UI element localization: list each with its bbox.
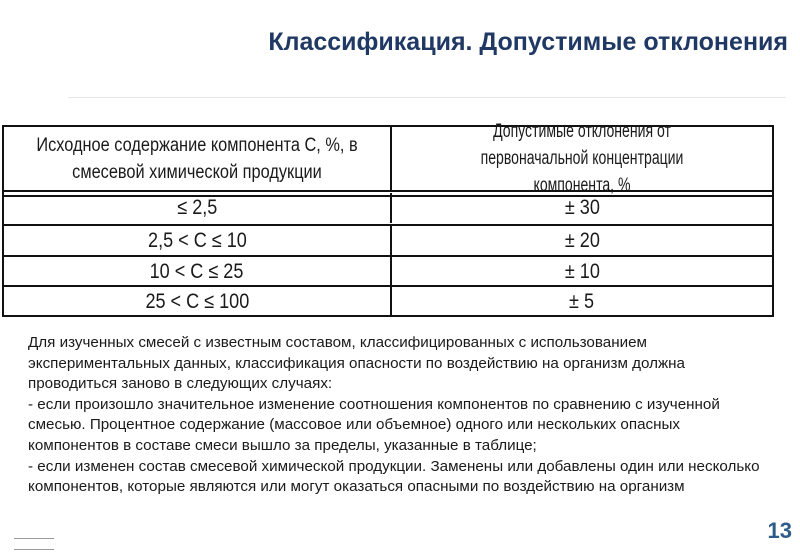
header-deviation-label: Допустимые отклонения от первоначальной концентрации компонента, % [480,121,684,196]
deviation-cell [392,287,772,317]
content-cell [4,226,392,256]
header-content-label: Исходное содержание компонента С, %, в смесевой химической продукции [36,134,358,183]
deviation-value: ± 30 [564,196,600,219]
notes-item-1: - если произошло значительное изменение соотношения компонентов по сравнению с изученной смесью. Процентное содержание (массовое или объемное) одного или нескольких опасных компонентов в составе смеси вышло за пределы, указанные в таблице; [28,395,720,454]
deviation-value: ± 20 [564,229,600,252]
content-value: ≤ 2,5 [176,196,218,219]
content-value: 25 < C ≤ 100 [145,290,249,313]
notes-text [28,333,768,498]
table-row [4,193,772,223]
page-number: 13 [767,518,792,543]
table-header-row [4,121,772,196]
content-cell [4,287,392,317]
content-value: 2,5 < C ≤ 10 [147,229,247,252]
footer-logo-mark [14,538,54,550]
deviation-cell [392,193,772,223]
slide-title: Классификация. Допустимые отклонения [268,28,788,56]
deviation-value: ± 10 [564,260,600,283]
deviation-cell [392,257,772,287]
content-cell [4,257,392,287]
deviation-table [2,121,774,317]
table-row [4,224,772,256]
deviation-value: ± 5 [569,290,595,313]
header-cell-content [4,127,392,190]
table-row [4,285,772,317]
deviation-cell [392,226,772,256]
content-value: 10 < C ≤ 25 [150,260,244,283]
notes-item-2: - если изменен состав смесевой химической продукции. Заменены или добавлены один или несколько компонентов, которые являются или могут оказаться опасными по воздействию на организм [28,457,760,496]
table-row [4,255,772,287]
title-divider [68,97,786,98]
content-cell [4,193,392,223]
notes-intro: Для изученных смесей с известным составом, классифицированных с использованием экспериментальных данных, классификация опасности по воздействию на организм должна проводиться заново в следующих случаях: [28,334,685,393]
header-cell-deviation [419,121,746,196]
